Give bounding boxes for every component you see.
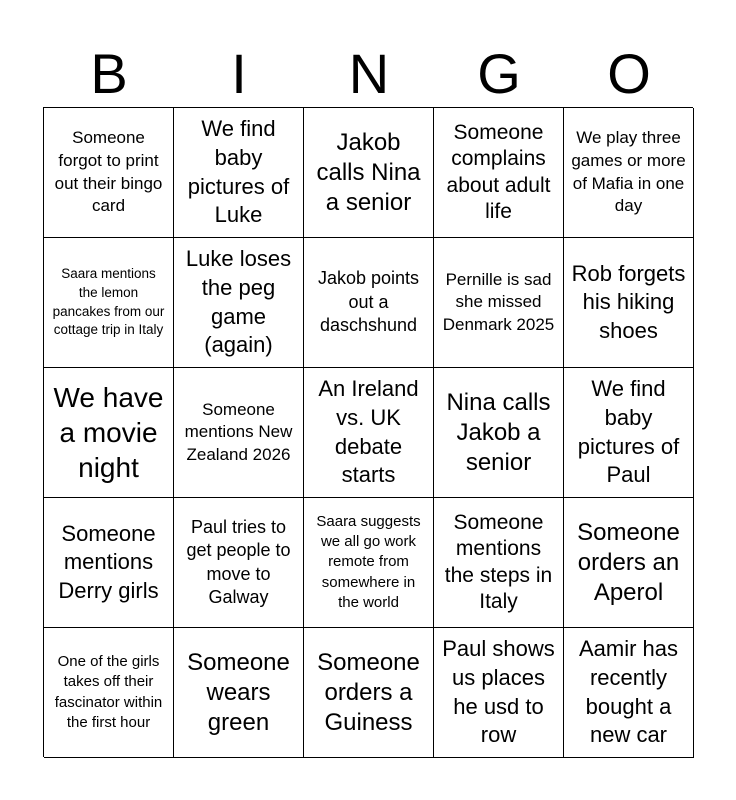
bingo-square[interactable]: [564, 628, 694, 758]
bingo-square[interactable]: [44, 108, 174, 238]
bingo-square-text: Jakob calls Nina a senior: [316, 128, 421, 216]
bingo-square[interactable]: [44, 238, 174, 368]
bingo-square-text: Someone orders an Aperol: [577, 518, 680, 606]
bingo-square[interactable]: [44, 628, 174, 758]
bingo-square-text: Saara mentions the lemon pancakes from our cottage trip in Italy: [52, 265, 165, 338]
bingo-square[interactable]: [174, 498, 304, 628]
bingo-square-text: Saara suggests we all go work remote from somewhere in the world: [316, 512, 421, 611]
bingo-square-text: We have a movie night: [53, 382, 164, 483]
bingo-square-text: Nina calls Jakob a senior: [446, 388, 551, 476]
bingo-header: [44, 42, 694, 106]
bingo-square-text: We find baby pictures of Luke: [187, 116, 290, 228]
bingo-card-grid: [43, 107, 693, 757]
bingo-square[interactable]: [174, 238, 304, 368]
bingo-square[interactable]: [44, 498, 174, 628]
bingo-square-text: Pernille is sad she missed Denmark 2025: [442, 269, 555, 334]
header-letter-b: B: [90, 42, 128, 105]
bingo-square[interactable]: [174, 628, 304, 758]
bingo-square[interactable]: [434, 498, 564, 628]
bingo-square-text: Paul tries to get people to move to Galway: [186, 516, 291, 607]
bingo-square[interactable]: [564, 368, 694, 498]
header-letter-o: O: [607, 42, 651, 105]
bingo-square[interactable]: [434, 238, 564, 368]
header-letter-i: I: [231, 42, 247, 105]
bingo-square-text: Someone complains about adult life: [446, 121, 551, 223]
bingo-square[interactable]: [44, 368, 174, 498]
header-letter-n: N: [348, 42, 390, 105]
bingo-square-text: We find baby pictures of Paul: [577, 376, 680, 488]
bingo-square[interactable]: [564, 498, 694, 628]
bingo-square[interactable]: [564, 238, 694, 368]
bingo-square[interactable]: [434, 628, 564, 758]
bingo-square-text: Someone wears green: [187, 648, 290, 736]
bingo-square-text: Jakob points out a daschshund: [317, 268, 420, 336]
bingo-square-text: Someone mentions New Zealand 2026: [184, 399, 293, 464]
bingo-square-text: Someone mentions Derry girls: [58, 520, 159, 603]
bingo-square-text: One of the girls takes off their fascinator within the first hour: [54, 653, 163, 731]
bingo-square-text: Someone mentions the steps in Italy: [444, 511, 553, 613]
bingo-square-text: Someone forgot to print out their bingo card: [54, 128, 163, 216]
bingo-square-text: Aamir has recently bought a new car: [578, 636, 679, 748]
bingo-square-text: We play three games or more of Mafia in one day: [571, 128, 686, 216]
bingo-square[interactable]: [304, 368, 434, 498]
bingo-square[interactable]: [434, 108, 564, 238]
header-letter-g: G: [477, 42, 521, 105]
bingo-square-text: An Ireland vs. UK debate starts: [318, 376, 419, 488]
bingo-square[interactable]: [304, 628, 434, 758]
bingo-square[interactable]: [434, 368, 564, 498]
bingo-square[interactable]: [174, 368, 304, 498]
bingo-square[interactable]: [174, 108, 304, 238]
bingo-square[interactable]: [304, 108, 434, 238]
bingo-square-text: Rob forgets his hiking shoes: [571, 260, 686, 343]
bingo-square-text: Paul shows us places he usd to row: [442, 636, 555, 748]
bingo-square[interactable]: [304, 238, 434, 368]
bingo-square[interactable]: [564, 108, 694, 238]
bingo-square[interactable]: [304, 498, 434, 628]
bingo-square-text: Someone orders a Guiness: [317, 648, 420, 736]
bingo-square-text: Luke loses the peg game (again): [185, 246, 292, 358]
